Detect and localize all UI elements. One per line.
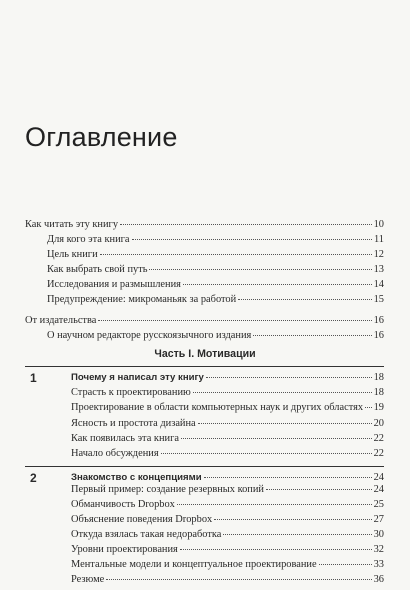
dot-leader xyxy=(198,423,372,424)
chapter-page: 18 xyxy=(373,372,384,383)
toc-entry[interactable] xyxy=(0,248,410,262)
chapter-heading[interactable] xyxy=(25,366,384,383)
toc-entry-page: 16 xyxy=(373,315,384,326)
dot-leader xyxy=(132,239,372,240)
toc-entry-page: 32 xyxy=(373,544,384,555)
toc-entry-page: 11 xyxy=(373,234,384,245)
dot-leader xyxy=(193,392,372,393)
toc-entry-page: 24 xyxy=(373,484,384,495)
toc-entry-label: Откуда взялась такая недоработка xyxy=(71,529,222,540)
toc-entry-label: Как читать эту книгу xyxy=(25,219,119,230)
toc-entry-label: Как выбрать свой путь xyxy=(47,264,148,275)
toc-entry-label: Обманчивость Dropbox xyxy=(71,499,175,510)
toc-entry-label: Для кого эта книга xyxy=(47,234,130,245)
chapter-title: Знакомство с концепциями xyxy=(71,472,202,483)
toc-entry-label: Цель книги xyxy=(47,249,98,260)
dot-leader xyxy=(149,269,371,270)
toc-entry-page: 22 xyxy=(373,433,384,444)
toc-entry-label: Уровни проектирования xyxy=(71,544,178,555)
dot-leader xyxy=(106,579,371,580)
toc-entry-label: Проектирование в области компьютерных наук и других областях xyxy=(71,402,364,413)
dot-leader xyxy=(204,477,372,478)
toc-entry[interactable] xyxy=(0,558,410,572)
dot-leader xyxy=(365,407,372,408)
toc-entry-page: 30 xyxy=(373,529,384,540)
chapter-title: Почему я написал эту книгу xyxy=(71,372,204,383)
toc-entry-page: 27 xyxy=(373,514,384,525)
toc-entry[interactable] xyxy=(0,528,410,542)
toc-entry[interactable] xyxy=(0,401,410,415)
toc-entry[interactable] xyxy=(0,329,410,343)
toc-entry[interactable] xyxy=(0,314,410,328)
chapter-heading[interactable] xyxy=(25,466,384,483)
toc-entry-label: О научном редакторе русскоязычного издания xyxy=(47,330,252,341)
dot-leader xyxy=(319,564,372,565)
toc-entry[interactable] xyxy=(0,498,410,512)
toc-entry-label: Ментальные модели и концептуальное проектирование xyxy=(71,559,317,570)
toc-entry-label: Объяснение поведения Dropbox xyxy=(71,514,213,525)
dot-leader xyxy=(161,453,372,454)
dot-leader xyxy=(223,534,371,535)
toc-entry-page: 20 xyxy=(373,418,384,429)
toc-entry-page: 36 xyxy=(373,574,384,585)
dot-leader xyxy=(214,519,371,520)
toc-entry-label: Исследования и размышления xyxy=(47,279,181,290)
toc-entry[interactable] xyxy=(0,417,410,431)
toc-entry-page: 22 xyxy=(373,448,384,459)
toc-entry-label: Предупреждение: микроманьяк за работой xyxy=(47,294,237,305)
page-title: Оглавление xyxy=(25,122,178,152)
toc-entry[interactable] xyxy=(0,293,410,307)
chapter-number: 2 xyxy=(30,471,37,485)
toc-entry[interactable] xyxy=(0,263,410,277)
toc-entry-page: 19 xyxy=(373,402,384,413)
chapter-page: 24 xyxy=(373,472,384,483)
dot-leader xyxy=(183,284,372,285)
toc-entry-label: Резюме xyxy=(71,574,105,585)
dot-leader xyxy=(177,504,372,505)
toc-entry-label: Ясность и простота дизайна xyxy=(71,418,196,429)
toc-entry-page: 33 xyxy=(373,559,384,570)
toc-entry[interactable] xyxy=(0,386,410,400)
dot-leader xyxy=(266,489,372,490)
toc-entry-label: Начало обсуждения xyxy=(71,448,159,459)
toc-entry-page: 14 xyxy=(373,279,384,290)
chapter-number: 1 xyxy=(30,371,37,385)
part-title: Часть I. Мотивации xyxy=(154,348,256,360)
toc-entry-label: Как появилась эта книга xyxy=(71,433,179,444)
toc-entry-page: 25 xyxy=(373,499,384,510)
dot-leader xyxy=(206,377,372,378)
toc-entry-label: Страсть к проектированию xyxy=(71,387,191,398)
toc-entry[interactable] xyxy=(0,543,410,557)
toc-entry[interactable] xyxy=(0,233,410,247)
toc-entry-page: 18 xyxy=(373,387,384,398)
dot-leader xyxy=(100,254,372,255)
toc-entry-page: 16 xyxy=(373,330,384,341)
toc-entry-page: 13 xyxy=(373,264,384,275)
dot-leader xyxy=(180,549,372,550)
toc-entry-page: 15 xyxy=(373,294,384,305)
toc-entry[interactable] xyxy=(0,278,410,292)
toc-entry[interactable] xyxy=(0,218,410,232)
dot-leader xyxy=(253,335,371,336)
toc-entry[interactable] xyxy=(0,432,410,446)
dot-leader xyxy=(120,224,372,225)
dot-leader xyxy=(238,299,371,300)
toc-entry-page: 10 xyxy=(373,219,384,230)
toc-entry[interactable] xyxy=(0,573,410,587)
toc-entry[interactable] xyxy=(0,483,410,497)
toc-entry-label: От издательства xyxy=(25,315,97,326)
dot-leader xyxy=(181,438,372,439)
toc-entry[interactable] xyxy=(0,513,410,527)
toc-entry[interactable] xyxy=(0,447,410,461)
toc-entry-label: Первый пример: создание резервных копий xyxy=(71,484,264,495)
dot-leader xyxy=(98,320,371,321)
toc-entry-page: 12 xyxy=(373,249,384,260)
